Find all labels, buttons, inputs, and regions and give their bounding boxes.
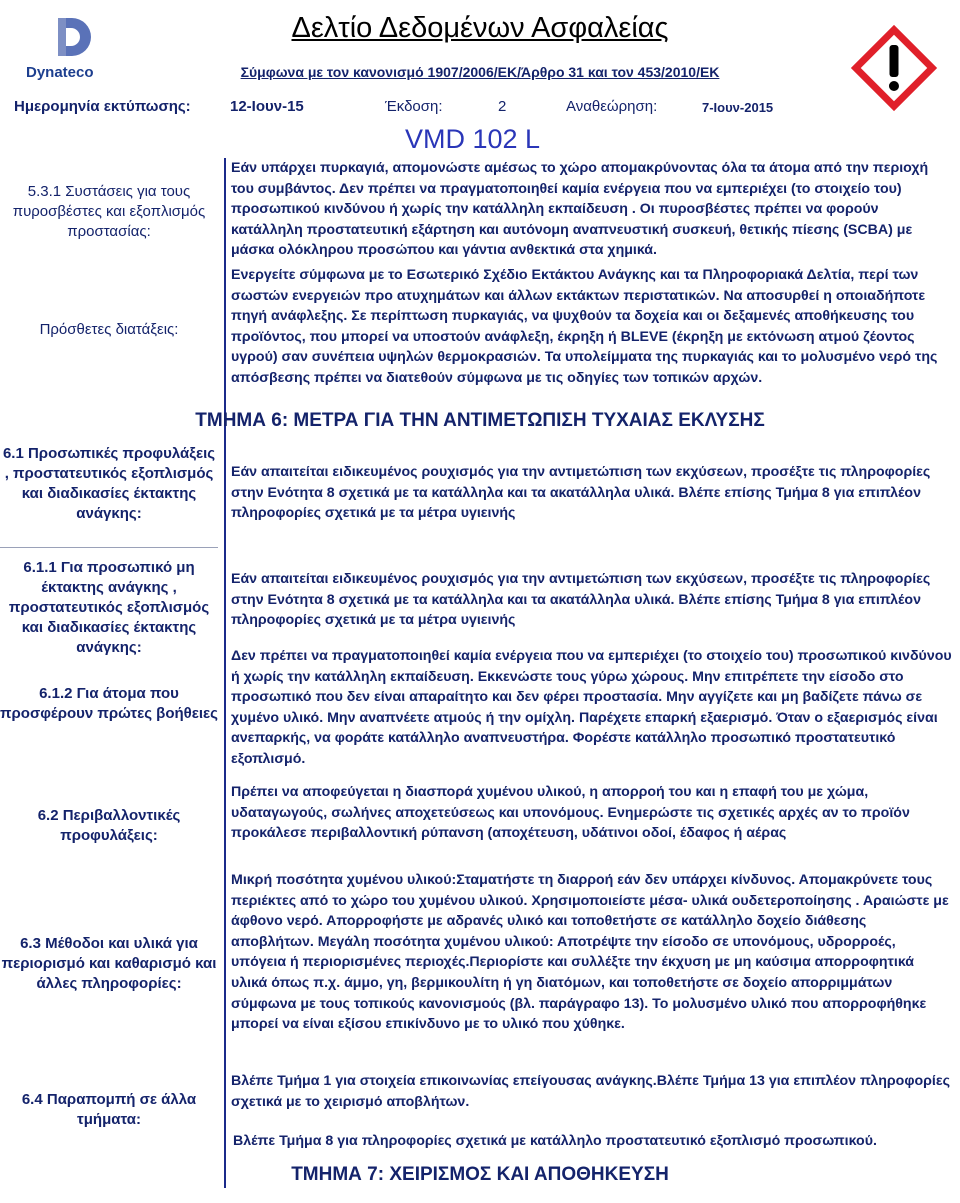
print-date: 12-Ιουν-15 [230, 98, 304, 115]
text-5-3-1: Εάν υπάρχει πυρκαγιά, απομονώστε αμέσως το χώρο απομακρύνοντας όλα τα άτομα από την περιοχή του συμβάντος. Δεν πρέπει να πραγματοποιηθεί καμία ενέργεια που να εμπεριέχει (το στοιχείο του) προσωπικού κινδύνου ή χωρίς την κατάλληλη εκπαίδευση . Οι πυροσβέστες πρέπει να φορούν κατάλληλη προστατευτική εξάρτηση και αυτόνομη αναπνευστική συσκευή, θετικής πίεσης (SCBA) με μάσκα ολόκληρου προσώπου και γάντια ανθεκτικά στα χημικά. [231, 160, 929, 259]
text-6-4-a: Βλέπε Τμήμα 1 για στοιχεία επικοινωνίας επείγουσας ανάγκης.Βλέπε Τμήμα 13 για επιπλέον πληροφορίες σχετικά με το χειρισμό αποβλήτων. [231, 1073, 950, 1110]
text-6-4-b: Βλέπε Τμήμα 8 για πληροφορίες σχετικά με κατάλληλο προστατευτικό εξοπλισμό προσωπικού. [233, 1133, 877, 1149]
regulation-reference: Σύμφωνα με τον κανονισμό 1907/2006/ΕΚ/Άρθρο 31 και τον 453/2010/ΕΚ [240, 64, 720, 80]
label-6-3: 6.3 Μέθοδοι και υλικά για περιορισμό και καθαρισμό και άλλες πληροφορίες: [1, 935, 217, 992]
document-title: Δελτίο Δεδομένων Ασφαλείας [291, 12, 669, 44]
edition-label: Έκδοση: [385, 98, 443, 115]
print-date-label: Ημερομηνία εκτύπωσης: [14, 98, 191, 115]
label-additional-provisions: Πρόσθετες διατάξεις: [39, 321, 179, 338]
label-6-4: 6.4 Παραπομπή σε άλλα τμήματα: [21, 1091, 197, 1128]
edition-value: 2 [498, 98, 507, 115]
text-6-1-1: Εάν απαιτείται ειδικευμένος ρουχισμός για την αντιμετώπιση των εκχύσεων, προσέξτε τις πληροφορίες στην Ενότητα 8 σχετικά με τα κατάλληλα και τα ακατάλληλα υλικά. Βλέπε επίσης Τμήμα 8 για επιπλέον πληροφορίες σχετικά με τα μέτρα υγιεινής [231, 571, 931, 629]
product-name: VMD 102 L [405, 124, 541, 154]
text-6-3: Μικρή ποσότητα χυμένου υλικού:Σταματήστε τη διαρροή εάν δεν υπάρχει κίνδυνος. Απομακρύνετε τους περιέκτες από το χώρο του χυμένου υλικού. Χρησιμοποιείστε μέσα- υλικά ουδετεροποίησης . Αραιώστε με άφθονο νερό. Απορροφήστε με αδρανές υλικό και τοποθετήστε σε κατάλληλο δοχείο διάθεσης αποβλήτων. Μεγάλη ποσότητα χυμένου υλικού: Αποτρέψτε την είσοδο σε υπονόμους, υδρορροές, υπόγεια ή περιορισμένες περιοχές.Περιορίστε και συλλέξτε την έκχυση με μη καύσιμα απορροφητικά υλικά όπως π.χ. άμμο, γη, βερμικουλίτη ή γη διατόμων, και τοποθετήστε σε δοχείο απορριμμάτων σύμφωνα με τους τοπικούς κανονισμούς (βλ. παράγραφο 13). Το μολυσμένο υλικό που απορροφήθηκε μπορεί να είναι εξίσου επικίνδυνο με το υλικό που χύθηκε. [231, 872, 949, 1033]
label-6-1: 6.1 Προσωπικές προφυλάξεις , προστατευτικός εξοπλισμός και διαδικασίες έκτακτης ανάγκης: [2, 445, 216, 522]
section-7-title: ΤΜΗΜΑ 7: ΧΕΙΡΙΣΜΟΣ ΚΑΙ ΑΠΟΘΗΚΕΥΣΗ [291, 1164, 669, 1185]
text-6-1-2: Δεν πρέπει να πραγματοποιηθεί καμία ενέργεια που να εμπεριέχει (το στοιχείο του) προσωπικού κινδύνου ή χωρίς την κατάλληλη εκπαίδευση. Εκκενώστε τους γύρω χώρους. Μην επιτρέπετε την είσοδο στο προσωπικό που δεν είναι απαραίτητο και δεν φέρει προστασία. Μην αγγίζετε και μη βαδίζετε πάνω σε χυμένο υλικό. Μην αναπνέετε ατμούς ή την ομίχλη. Παρέχετε επαρκή εξαερισμό. Όταν ο εξαερισμός είναι ανεπαρκής, να φοράτε κατάλληλο αναπνευστήρα. Φορέστε κατάλληλο προσωπικό προστατευτικό εξοπλισμό. [231, 648, 952, 767]
revision-date: 7-Ιουν-2015 [702, 100, 774, 115]
exclamation-hazard-icon [848, 22, 940, 114]
text-6-2: Πρέπει να αποφεύγεται η διασπορά χυμένου υλικού, η απορροή του και η επαφή του με χώμα, υδαταγωγούς, σωλήνες αποχετεύσεως και υπονόμους. Ενημερώστε τις σχετικές αρχές αν το προϊόν προκάλεσε περιβαλλοντική ρύπανση (αποχέτευση, υδάτινοι οδοί, έδαφος ή αέρας [231, 784, 910, 842]
label-6-1-1: 6.1.1 Για προσωπικό μη έκτακτης ανάγκης , προστατευτικός εξοπλισμός και διαδικασίες έκτακτης ανάγκης: [8, 559, 210, 656]
revision-label: Αναθεώρηση: [566, 98, 658, 115]
column-divider [224, 158, 226, 1188]
label-5-3-1: 5.3.1 Συστάσεις για τους πυροσβέστες και εξοπλισμός προστασίας: [12, 183, 206, 240]
label-6-2: 6.2 Περιβαλλοντικές προφυλάξεις: [37, 807, 181, 844]
divider-6-1 [0, 547, 218, 548]
text-additional-provisions: Ενεργείτε σύμφωνα με το Εσωτερικό Σχέδιο Εκτάκτου Ανάγκης και τα Πληροφοριακά Δελτία, περί των σωστών ενεργειών προ ατυχημάτων και άλλων εκτάκτων περιστατικών. Να αποσυρθεί η οποιαδήποτε πηγή ανάφλεξης. Σε περίπτωση πυρκαγιάς, να ψυχθούν τα δοχεία και οι δεξαμενές αποθήκευσης του προϊόντος, που μπορεί να υποστούν ανάφλεξη, έκρηξη ή BLEVE (έκρηξη με εκτόνωση ατμού ζέοντος υγρού) σαν συνέπεια υψηλών θερμοκρασιών. Τα υπολείμματα της πυρκαγιάς και το μολυσμένο νερό της απόσβεσης πρέπει να διατεθούν σύμφωνα με τις οδηγίες των τοπικών αρχών. [231, 267, 938, 386]
label-6-1-2: 6.1.2 Για άτομα που προσφέρουν πρώτες βοήθειες [0, 685, 218, 722]
section-6-title: ΤΜΗΜΑ 6: ΜΕΤΡΑ ΓΙΑ ΤΗΝ ΑΝΤΙΜΕΤΩΠΙΣΗ ΤΥΧΑΙΑΣ ΕΚΛΥΣΗΣ [195, 410, 765, 431]
brand-name: Dynateco [26, 64, 94, 81]
text-6-1: Εάν απαιτείται ειδικευμένος ρουχισμός για την αντιμετώπιση των εκχύσεων, προσέξτε τις πληροφορίες στην Ενότητα 8 σχετικά με τα κατάλληλα και τα ακατάλληλα υλικά. Βλέπε επίσης Τμήμα 8 για επιπλέον πληροφορίες σχετικά με τα μέτρα υγιεινής [231, 464, 931, 522]
